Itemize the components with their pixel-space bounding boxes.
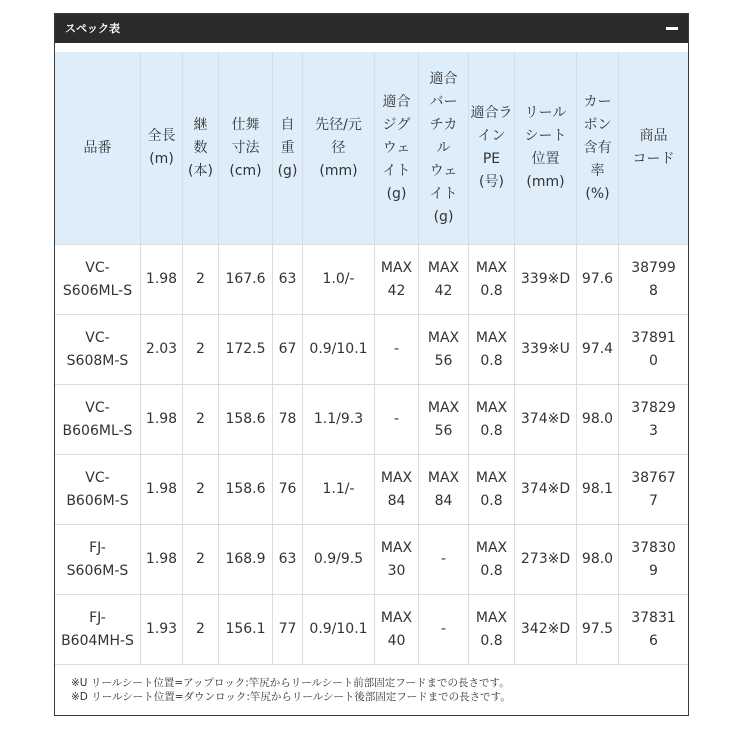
cell-carbon-content (577, 245, 619, 315)
cell-line: 3 (649, 422, 658, 439)
cell-line: 1.98 (145, 271, 178, 287)
cell-line: ル (436, 139, 451, 156)
header-barchical-weight (419, 52, 469, 245)
cell-line: 56 (434, 422, 453, 439)
cell-line: MAX (475, 399, 508, 416)
cell-reel-seat-position (515, 455, 577, 525)
cell-line: 42 (387, 282, 406, 299)
cell-reel-seat-position (515, 385, 577, 455)
cell-line: 2 (196, 341, 205, 357)
cell-weight (273, 455, 303, 525)
cell-closed-length (219, 315, 273, 385)
cell-line: 0.9/9.5 (313, 551, 364, 567)
cell-line: (cm) (229, 162, 262, 179)
cell-line: 1.98 (145, 481, 178, 497)
cell-jig-weight (375, 385, 419, 455)
table-row (55, 245, 688, 315)
cell-line: 97.4 (581, 341, 614, 357)
cell-weight (273, 245, 303, 315)
cell-line: 30 (387, 562, 406, 579)
header-closed-length (219, 52, 273, 245)
cell-line: 78 (278, 411, 297, 427)
cell-line: FJ- (89, 539, 106, 556)
cell-line: (本) (188, 162, 213, 179)
cell-line: 172.5 (225, 341, 266, 357)
cell-line: 38767 (631, 469, 676, 486)
cell-line: ボン (583, 116, 612, 133)
cell-carbon-content (577, 385, 619, 455)
footnote-u: ※U リールシート位置=アップロック:竿尻からリールシート前部固定フードまでの長さです。 (71, 677, 510, 689)
cell-line: 37891 (631, 329, 676, 346)
cell-line: FJ- (89, 609, 106, 626)
cell-line: (mm) (319, 162, 358, 179)
cell-line: 2.03 (145, 341, 178, 357)
cell-line: 158.6 (225, 481, 266, 497)
header-reel-seat-position (515, 52, 577, 245)
cell-line: 品番 (83, 139, 112, 156)
cell-line: MAX (380, 259, 413, 276)
cell-line: イト (429, 185, 458, 202)
cell-line: 9 (649, 562, 658, 579)
cell-line: カー (583, 93, 612, 110)
cell-line: MAX (427, 259, 460, 276)
cell-line: 2 (196, 551, 205, 567)
cell-line: 7 (649, 492, 658, 509)
footnote-d: ※D リールシート位置=ダウンロック:竿尻からリールシート後部固定フードまでの長さです。 (71, 691, 511, 703)
cell-line: 1.98 (145, 411, 178, 427)
cell-line: 37831 (631, 609, 676, 626)
cell-line: 0.8 (480, 562, 503, 579)
cell-line: 適合 (382, 93, 411, 110)
cell-jig-weight (375, 245, 419, 315)
cell-line: チカ (429, 116, 458, 133)
spec-table (55, 52, 688, 665)
cell-line: 2 (196, 621, 205, 637)
cell-product-code (619, 595, 688, 665)
cell-barchical-weight (419, 245, 469, 315)
cell-line: 40 (387, 632, 406, 649)
cell-line: 339※U (521, 341, 570, 357)
cell-length (141, 245, 183, 315)
cell-weight (273, 595, 303, 665)
cell-line: 63 (278, 271, 297, 287)
cell-jig-weight (375, 595, 419, 665)
cell-line: MAX (475, 539, 508, 556)
cell-closed-length (219, 385, 273, 455)
cell-line: バー (429, 93, 458, 110)
cell-line: リール (524, 105, 567, 121)
cell-reel-seat-position (515, 245, 577, 315)
cell-line: 56 (434, 352, 453, 369)
cell-line: VC- (85, 399, 110, 416)
cell-line: 98.1 (581, 481, 614, 497)
cell-barchical-weight (419, 315, 469, 385)
cell-line: - (393, 341, 400, 357)
cell-line: 継 (193, 116, 208, 133)
cell-pieces (183, 315, 219, 385)
cell-reel-seat-position (515, 315, 577, 385)
cell-line: VC- (85, 329, 110, 346)
cell-line-pe (469, 525, 515, 595)
cell-line: 0.8 (480, 422, 503, 439)
cell-product-code (619, 315, 688, 385)
cell-line: 1.93 (145, 621, 178, 637)
table-row (55, 595, 688, 665)
cell-tip-butt-diameter (303, 525, 375, 595)
cell-product-code (619, 455, 688, 525)
table-header-row (55, 52, 688, 245)
cell-line: 数 (193, 139, 208, 156)
cell-line: 仕舞 (231, 116, 260, 133)
cell-line: 含有 (583, 139, 612, 156)
cell-closed-length (219, 245, 273, 315)
cell-line: 97.5 (581, 621, 614, 637)
cell-line: (%) (585, 185, 610, 202)
cell-weight (273, 385, 303, 455)
cell-part-number (55, 595, 141, 665)
cell-line-pe (469, 455, 515, 525)
cell-pieces (183, 245, 219, 315)
cell-length (141, 595, 183, 665)
collapse-icon[interactable] (666, 27, 678, 30)
cell-closed-length (219, 525, 273, 595)
cell-line: 77 (278, 621, 297, 637)
table-row (55, 455, 688, 525)
cell-length (141, 385, 183, 455)
cell-line: 径 (331, 139, 346, 156)
cell-line-pe (469, 315, 515, 385)
cell-pieces (183, 595, 219, 665)
cell-line: 0.8 (480, 352, 503, 369)
cell-line: 1.98 (145, 551, 178, 567)
cell-line: B606M-S (66, 492, 129, 509)
header-jig-weight (375, 52, 419, 245)
cell-line: 全長 (147, 128, 176, 144)
cell-line: 2 (196, 481, 205, 497)
cell-line: (号) (479, 174, 504, 190)
cell-closed-length (219, 455, 273, 525)
cell-line: 1.1/- (322, 481, 355, 497)
cell-line: 374※D (520, 411, 571, 427)
cell-line: ウェ (429, 162, 458, 179)
cell-carbon-content (577, 595, 619, 665)
cell-line: 自 (280, 116, 295, 133)
cell-part-number (55, 455, 141, 525)
cell-weight (273, 315, 303, 385)
footnotes (71, 676, 511, 704)
cell-line: ウェ (382, 139, 411, 156)
cell-line: (g) (277, 162, 298, 179)
cell-line: 76 (278, 481, 297, 497)
cell-line: - (440, 551, 447, 567)
cell-pieces (183, 385, 219, 455)
cell-line: 8 (649, 282, 658, 299)
cell-jig-weight (375, 315, 419, 385)
cell-line: PE (482, 151, 501, 167)
cell-line: 0.9/10.1 (309, 341, 368, 357)
cell-line: (m) (149, 151, 174, 167)
panel-titlebar (55, 14, 688, 43)
header-weight (273, 52, 303, 245)
cell-line: イン (477, 128, 506, 144)
cell-line: 158.6 (225, 411, 266, 427)
cell-line: 1.0/- (322, 271, 355, 287)
cell-length (141, 315, 183, 385)
cell-line: ジグ (382, 116, 411, 133)
cell-line-pe (469, 385, 515, 455)
cell-line: 率 (590, 162, 605, 179)
cell-barchical-weight (419, 595, 469, 665)
cell-weight (273, 525, 303, 595)
cell-line: S608M-S (66, 352, 129, 369)
cell-line: S606ML-S (62, 282, 133, 299)
table-row (55, 315, 688, 385)
table-row (55, 385, 688, 455)
cell-part-number (55, 315, 141, 385)
cell-line: 42 (434, 282, 453, 299)
cell-line: 商品 (639, 128, 668, 144)
cell-product-code (619, 525, 688, 595)
cell-line: MAX (427, 469, 460, 486)
cell-carbon-content (577, 315, 619, 385)
cell-part-number (55, 385, 141, 455)
cell-product-code (619, 385, 688, 455)
cell-line: 0.9/10.1 (309, 621, 368, 637)
cell-line: MAX (380, 469, 413, 486)
cell-line: 67 (278, 341, 297, 357)
cell-closed-length (219, 595, 273, 665)
cell-line: (g) (386, 185, 407, 202)
cell-tip-butt-diameter (303, 595, 375, 665)
cell-line: - (393, 411, 400, 427)
cell-line: 1.1/9.3 (313, 411, 364, 427)
cell-line: MAX (380, 609, 413, 626)
cell-reel-seat-position (515, 595, 577, 665)
cell-line: 84 (434, 492, 453, 509)
cell-line: 0.8 (480, 492, 503, 509)
cell-line: 97.6 (581, 271, 614, 287)
cell-line: 98.0 (581, 411, 614, 427)
cell-line: - (440, 621, 447, 637)
cell-line: MAX (475, 259, 508, 276)
cell-line: 84 (387, 492, 406, 509)
cell-part-number (55, 525, 141, 595)
cell-line: B606ML-S (62, 422, 133, 439)
table-row (55, 525, 688, 595)
cell-line: VC- (85, 469, 110, 486)
cell-line: 寸法 (231, 139, 260, 156)
cell-line: 0.8 (480, 282, 503, 299)
cell-tip-butt-diameter (303, 315, 375, 385)
cell-line: 156.1 (225, 621, 266, 637)
header-tip-butt-diameter (303, 52, 375, 245)
cell-line: 位置 (531, 151, 560, 167)
cell-line: 167.6 (225, 271, 266, 287)
cell-part-number (55, 245, 141, 315)
table-body (55, 245, 688, 665)
cell-line: 98.0 (581, 551, 614, 567)
header-length (141, 52, 183, 245)
cell-line: 63 (278, 551, 297, 567)
cell-jig-weight (375, 525, 419, 595)
cell-line-pe (469, 245, 515, 315)
cell-line: S606M-S (66, 562, 129, 579)
cell-line: (mm) (526, 174, 565, 190)
cell-line: 0.8 (480, 632, 503, 649)
cell-line: MAX (427, 329, 460, 346)
cell-line: VC- (85, 259, 110, 276)
cell-line: 先径/元 (315, 116, 362, 133)
cell-line: MAX (380, 539, 413, 556)
cell-line: 168.9 (225, 551, 266, 567)
cell-line: 0 (649, 352, 658, 369)
cell-line: MAX (475, 609, 508, 626)
cell-line: (g) (433, 208, 454, 225)
cell-length (141, 455, 183, 525)
cell-line: 339※D (520, 271, 571, 287)
cell-barchical-weight (419, 385, 469, 455)
cell-line: 38799 (631, 259, 676, 276)
cell-barchical-weight (419, 455, 469, 525)
cell-line: 適合ラ (470, 105, 513, 121)
cell-pieces (183, 525, 219, 595)
cell-reel-seat-position (515, 525, 577, 595)
cell-tip-butt-diameter (303, 455, 375, 525)
cell-line: 適合 (429, 70, 458, 87)
cell-line: 342※D (520, 621, 571, 637)
cell-line: 2 (196, 411, 205, 427)
cell-line: 重 (280, 139, 295, 156)
header-product-code (619, 52, 688, 245)
cell-carbon-content (577, 525, 619, 595)
cell-line: B604MH-S (61, 632, 134, 649)
header-part-number (55, 52, 141, 245)
cell-product-code (619, 245, 688, 315)
cell-tip-butt-diameter (303, 245, 375, 315)
cell-line: 2 (196, 271, 205, 287)
cell-line: MAX (475, 469, 508, 486)
cell-pieces (183, 455, 219, 525)
header-carbon-content (577, 52, 619, 245)
header-line-pe (469, 52, 515, 245)
cell-line-pe (469, 595, 515, 665)
cell-line: MAX (475, 329, 508, 346)
cell-line: 273※D (520, 551, 571, 567)
cell-carbon-content (577, 455, 619, 525)
panel-title: スペック表 (65, 22, 120, 35)
header-pieces (183, 52, 219, 245)
cell-line: 37830 (631, 539, 676, 556)
cell-line: シート (524, 128, 567, 144)
cell-line: MAX (427, 399, 460, 416)
cell-line: 37829 (631, 399, 676, 416)
cell-line: コード (632, 151, 675, 167)
cell-line: 6 (649, 632, 658, 649)
cell-barchical-weight (419, 525, 469, 595)
cell-jig-weight (375, 455, 419, 525)
cell-line: イト (382, 162, 411, 179)
spec-panel (54, 13, 689, 716)
cell-line: 374※D (520, 481, 571, 497)
cell-length (141, 525, 183, 595)
cell-tip-butt-diameter (303, 385, 375, 455)
